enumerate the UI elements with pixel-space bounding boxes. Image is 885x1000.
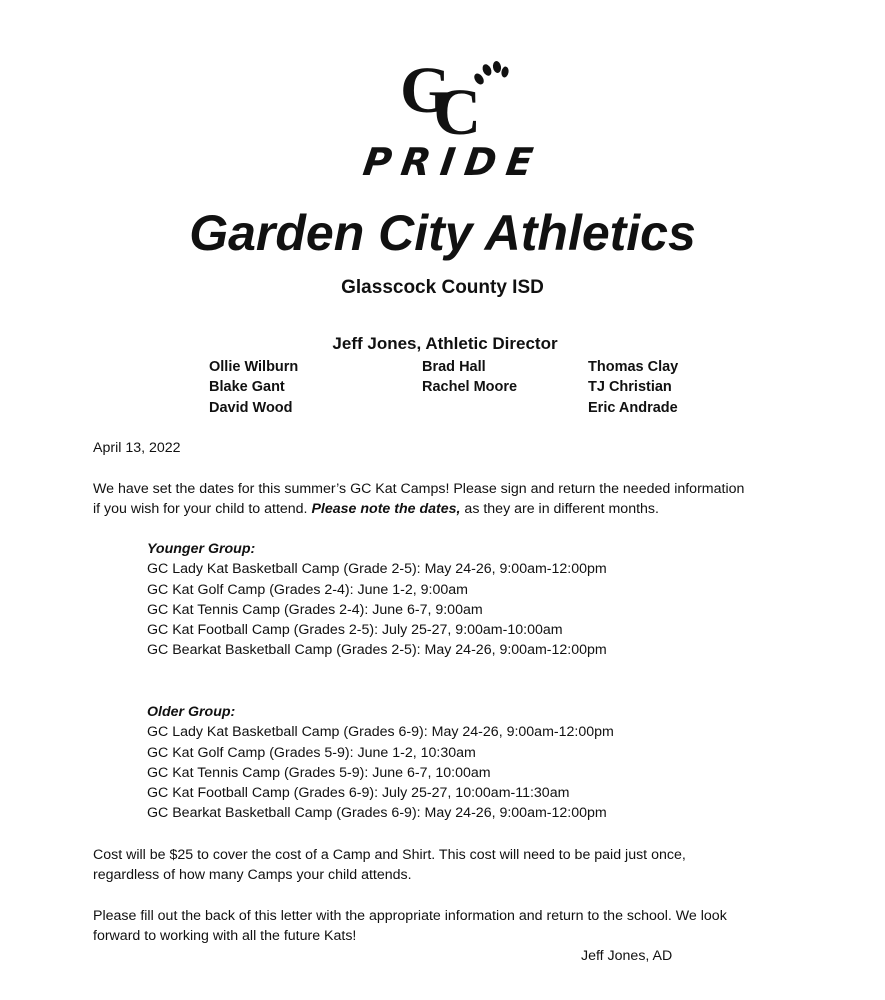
- paw-icon: [470, 60, 510, 90]
- camp-item: GC Kat Golf Camp (Grades 5-9): June 1-2, 10:30am: [147, 744, 476, 761]
- intro-text: if you wish for your child to attend.: [93, 501, 312, 518]
- closing-paragraph: [93, 906, 727, 947]
- closing-line: Please fill out the back of this letter with the appropriate information and return to the school. We look: [93, 908, 727, 924]
- staff-name: Brad Hall: [422, 359, 486, 375]
- cost-line: regardless of how many Camps your child attends.: [93, 867, 412, 884]
- staff-name: Rachel Moore: [422, 379, 518, 396]
- logo-gc-letters: [400, 54, 464, 149]
- logo-pride-word: PRIDE: [360, 140, 546, 184]
- younger-group: [147, 539, 607, 661]
- staff-name: David Wood: [209, 399, 293, 416]
- dates-emphasis: Please note the dates,: [311, 501, 461, 518]
- cost-line: Cost will be $25 to cover the cost of a Camp and Shirt. This cost will need to be paid just once,: [93, 847, 686, 863]
- staff-name: Eric Andrade: [588, 399, 678, 416]
- letter-date: April 13, 2022: [93, 440, 181, 456]
- staff-name: Thomas Clay: [588, 359, 679, 375]
- cost-paragraph: [93, 845, 686, 886]
- athletic-director: Jeff Jones, Athletic Director: [332, 334, 558, 353]
- younger-group-title: Younger Group:: [147, 541, 256, 557]
- camp-item: GC Kat Tennis Camp (Grades 2-4): June 6-7, 9:00am: [147, 601, 483, 618]
- camp-item: GC Bearkat Basketball Camp (Grades 6-9): May 24-26, 9:00am-12:00pm: [147, 805, 607, 822]
- camp-item: GC Lady Kat Basketball Camp (Grade 2-5): May 24-26, 9:00am-12:00pm: [147, 561, 607, 578]
- staff-name: Ollie Wilburn: [209, 359, 299, 375]
- intro-line: We have set the dates for this summer’s GC Kat Camps! Please sign and return the needed information: [93, 481, 745, 497]
- staff-name: Blake Gant: [209, 379, 285, 396]
- camp-item: GC Kat Football Camp (Grades 2-5): July 25-27, 9:00am-10:00am: [147, 622, 563, 639]
- school-district: Glasscock County ISD: [341, 277, 544, 298]
- camp-item: GC Kat Tennis Camp (Grades 5-9): June 6-7, 10:00am: [147, 764, 491, 781]
- page-title: Garden City Athletics: [189, 205, 696, 261]
- intro-text: as they are in different months.: [460, 501, 659, 518]
- camp-item: GC Kat Golf Camp (Grades 2-4): June 1-2, 9:00am: [147, 581, 468, 598]
- intro-line: [93, 499, 744, 519]
- closing-line: forward to working with all the future Kats!: [93, 928, 357, 945]
- logo-letter-g: G: [400, 54, 434, 127]
- older-group-title: Older Group:: [147, 704, 236, 720]
- staff-column-2: [422, 357, 517, 398]
- camp-item: GC Kat Football Camp (Grades 6-9): July 25-27, 10:00am-11:30am: [147, 785, 570, 802]
- staff-name: TJ Christian: [588, 379, 672, 396]
- intro-paragraph: [93, 479, 744, 520]
- logo-letter-c: C: [433, 76, 464, 149]
- gc-pride-logo: [340, 52, 550, 187]
- staff-column-1: [209, 357, 298, 418]
- signature: Jeff Jones, AD: [581, 948, 673, 964]
- camp-item: GC Lady Kat Basketball Camp (Grades 6-9): May 24-26, 9:00am-12:00pm: [147, 724, 614, 741]
- camp-item: GC Bearkat Basketball Camp (Grades 2-5): May 24-26, 9:00am-12:00pm: [147, 642, 607, 659]
- older-group: [147, 702, 614, 824]
- staff-column-3: [588, 357, 678, 418]
